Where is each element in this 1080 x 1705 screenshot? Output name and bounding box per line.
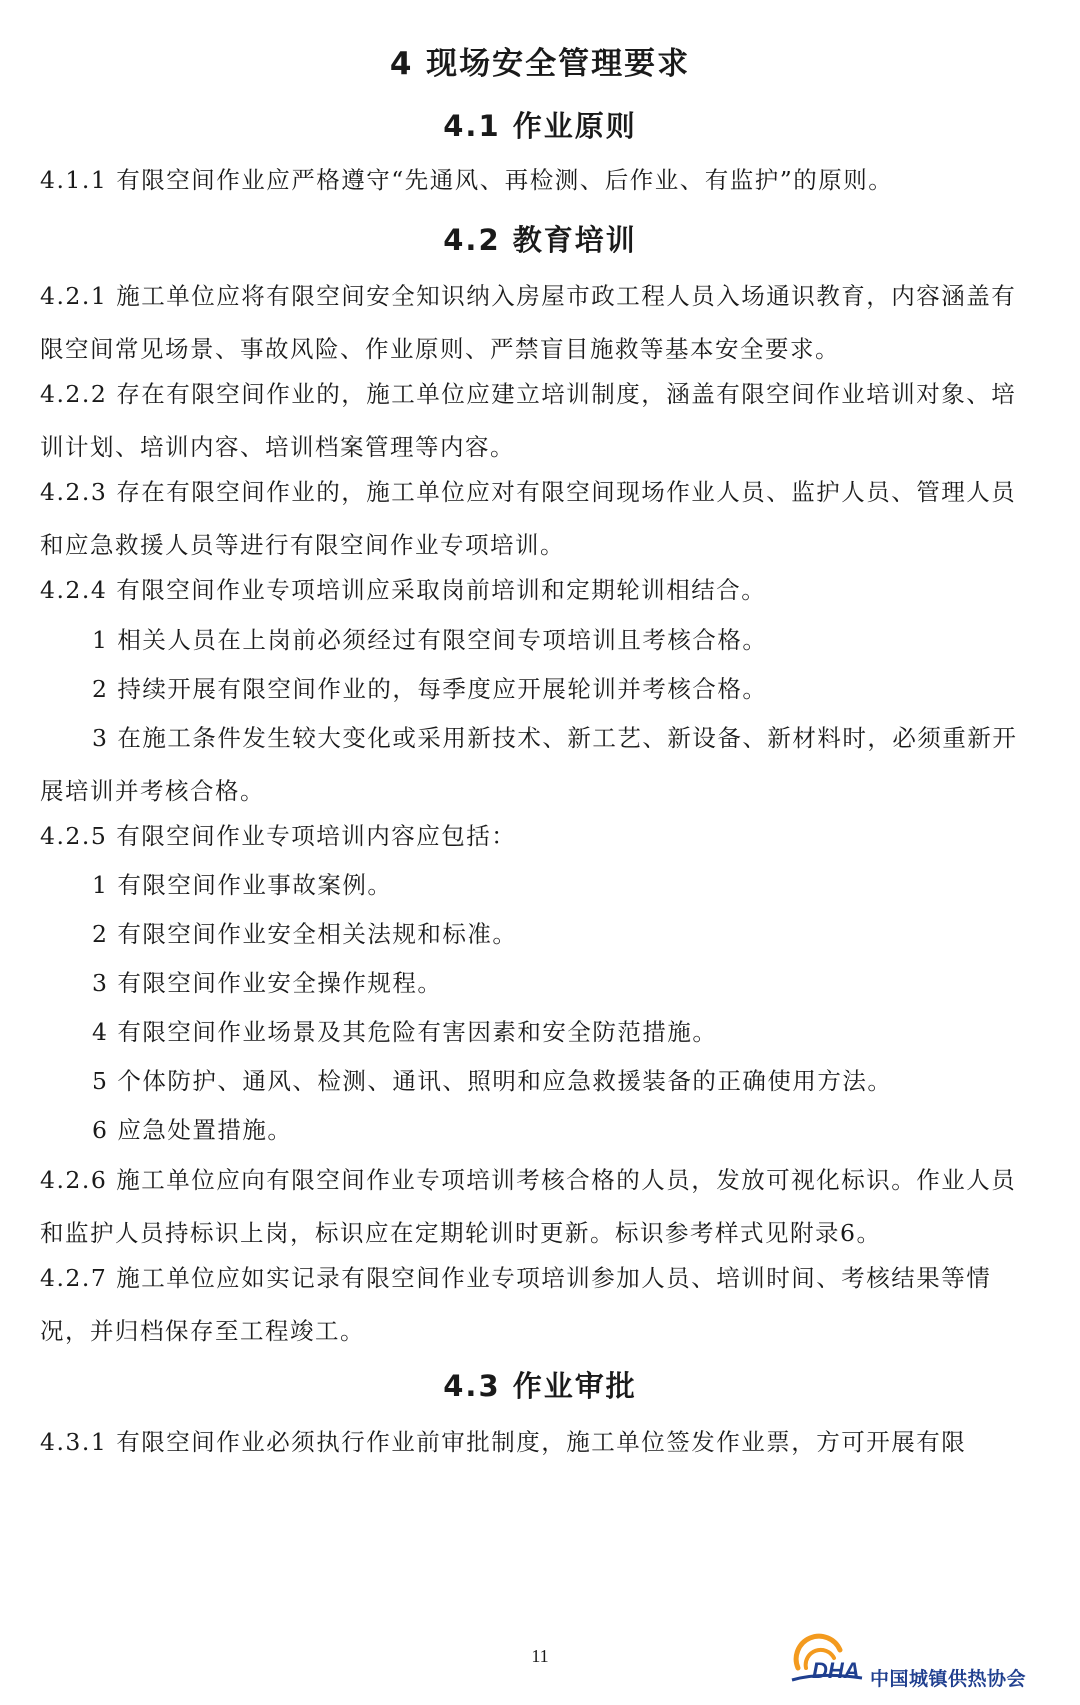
clause-4-2-5-item-5: 5 个体防护、通风、检测、通讯、照明和应急救援装备的正确使用方法。	[92, 1067, 893, 1095]
clause-4-3-1: 4.3.1 有限空间作业必须执行作业前审批制度，施工单位签发作业票，方可开展有限	[40, 1428, 967, 1456]
clause-4-2-5: 4.2.5 有限空间作业专项培训内容应包括：	[40, 822, 517, 850]
logo-abbr: DHA	[812, 1658, 860, 1683]
page-number: 11	[531, 1646, 549, 1666]
chapter-title: 4 现场安全管理要求	[389, 46, 691, 82]
clause-4-2-3: 4.2.3 存在有限空间作业的，施工单位应对有限空间现场作业人员、监护人员、管理人员和应急救援人员等进行有限空间作业专项培训。	[40, 478, 1017, 559]
clause-4-2-4: 4.2.4 有限空间作业专项培训应采取岗前培训和定期轮训相结合。	[40, 576, 767, 604]
clause-4-2-5-item-3: 3 有限空间作业安全操作规程。	[92, 969, 443, 997]
section-title-4-2: 4.2 教育培训	[443, 223, 637, 257]
clause-4-2-6: 4.2.6 施工单位应向有限空间作业专项培训考核合格的人员，发放可视化标识。作业人员和监护人员持标识上岗，标识应在定期轮训时更新。标识参考样式见附录6。	[40, 1166, 1017, 1247]
clause-4-2-4-item-2: 2 持续开展有限空间作业的，每季度应开展轮训并考核合格。	[92, 675, 768, 703]
clause-4-2-4-item-3: 3 在施工条件发生较大变化或采用新技术、新工艺、新设备、新材料时，必须重新开展培训并考核合格。	[40, 724, 1018, 805]
logo-name: 中国城镇供热协会	[870, 1668, 1027, 1690]
clause-4-2-5-item-1: 1 有限空间作业事故案例。	[92, 871, 393, 899]
clause-4-2-4-item-1: 1 相关人员在上岗前必须经过有限空间专项培训且考核合格。	[92, 626, 768, 654]
clause-4-2-5-item-6: 6 应急处置措施。	[92, 1116, 293, 1144]
clause-4-2-5-item-4: 4 有限空间作业场景及其危险有害因素和安全防范措施。	[92, 1018, 718, 1046]
clause-4-2-7: 4.2.7 施工单位应如实记录有限空间作业专项培训参加人员、培训时间、考核结果等情况，并归档保存至工程竣工。	[40, 1264, 992, 1345]
clause-4-2-5-item-2: 2 有限空间作业安全相关法规和标准。	[92, 920, 518, 948]
clause-4-2-2: 4.2.2 存在有限空间作业的，施工单位应建立培训制度，涵盖有限空间作业培训对象、培训计划、培训内容、培训档案管理等内容。	[40, 380, 1017, 461]
clause-4-1-1: 4.1.1 有限空间作业应严格遵守“先通风、再检测、后作业、有监护”的原则。	[40, 166, 894, 194]
section-title-4-3: 4.3 作业审批	[443, 1369, 637, 1403]
section-title-4-1: 4.1 作业原则	[443, 109, 637, 143]
clause-4-2-1: 4.2.1 施工单位应将有限空间安全知识纳入房屋市政工程人员入场通识教育，内容涵盖有限空间常见场景、事故风险、作业原则、严禁盲目施救等基本安全要求。	[40, 282, 1017, 363]
